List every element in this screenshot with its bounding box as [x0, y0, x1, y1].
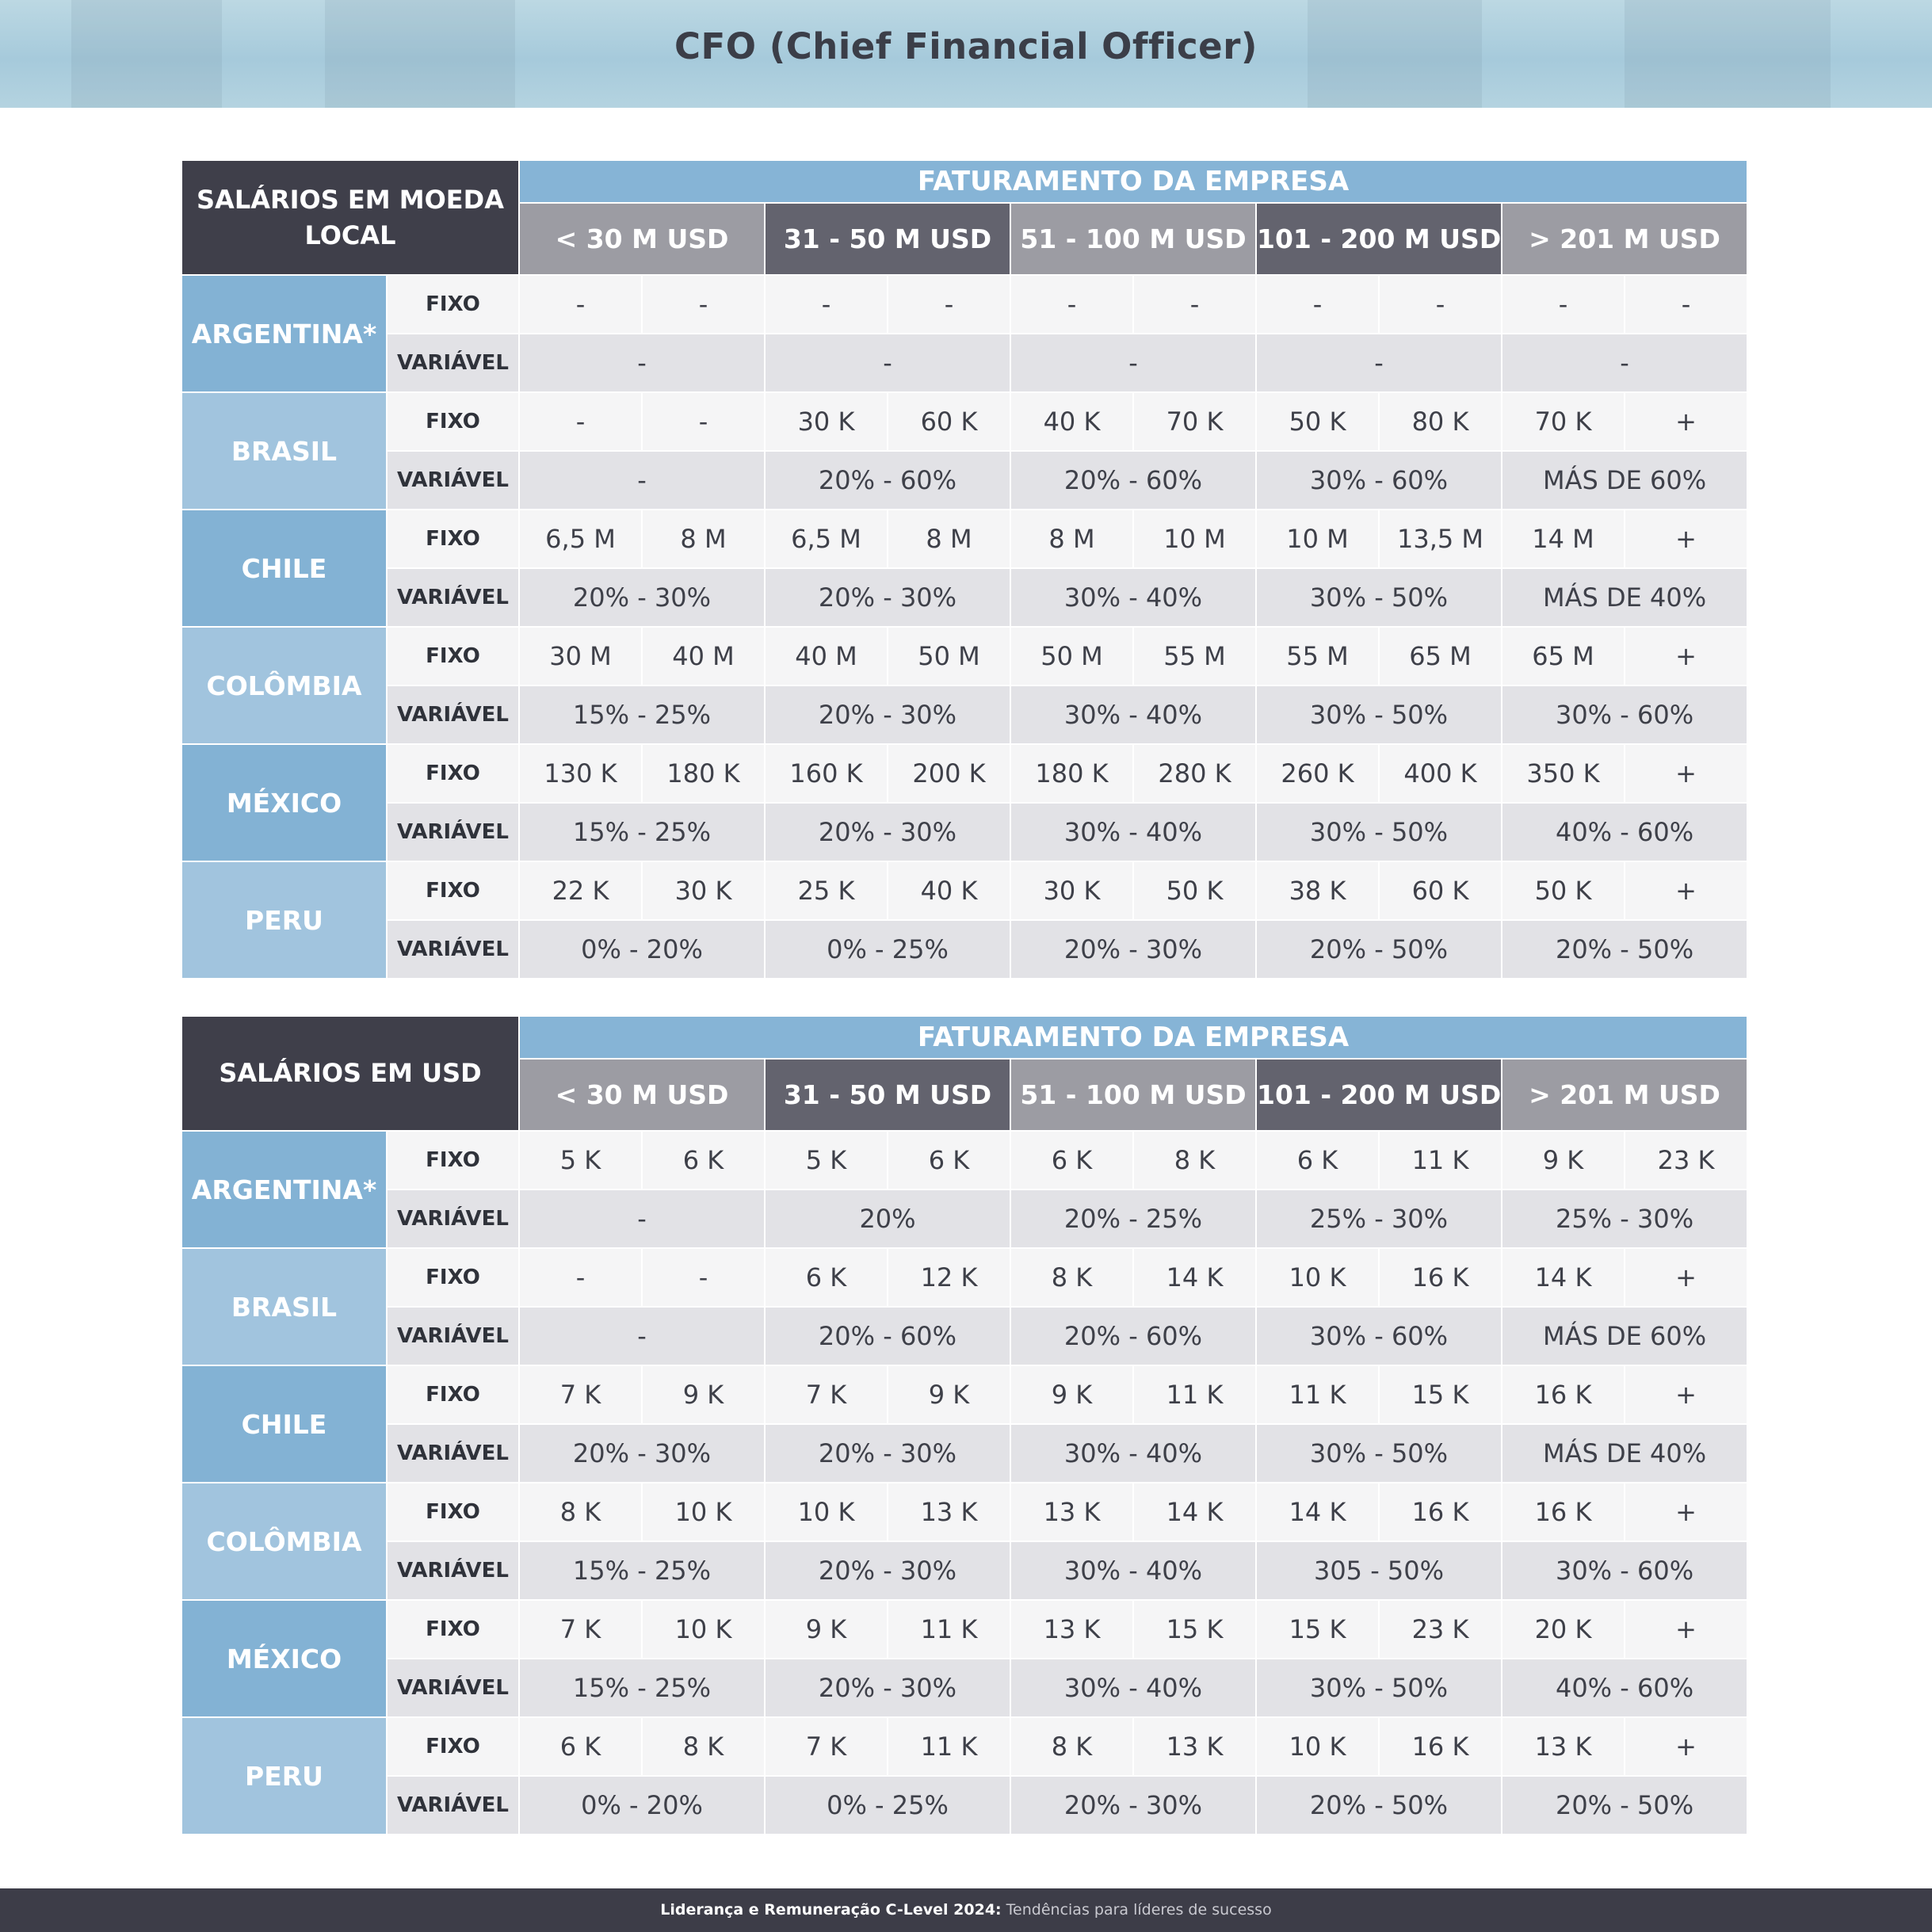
compensation-type-label: VARIÁVEL — [388, 1777, 518, 1834]
compensation-type-label: FIXO — [388, 1249, 518, 1306]
fixed-salary-cell: 350 K — [1502, 745, 1624, 802]
variable-pay-cell: 30% - 50% — [1257, 1425, 1501, 1482]
variable-pay-cell: 30% - 50% — [1257, 804, 1501, 861]
variable-pay-cell: 20% — [766, 1190, 1010, 1247]
fixed-salary-cell: 8 M — [888, 510, 1010, 567]
variable-pay-cell: 25% - 30% — [1502, 1190, 1747, 1247]
table-row — [182, 1777, 1747, 1834]
fixed-salary-cell: 30 K — [643, 862, 764, 919]
variable-pay-cell: 20% - 30% — [1011, 921, 1255, 978]
compensation-type-label: FIXO — [388, 862, 518, 919]
compensation-type-label: VARIÁVEL — [388, 1308, 518, 1365]
country-label: PERU — [182, 1718, 386, 1834]
fixed-salary-cell: 6,5 M — [766, 510, 887, 567]
table-row — [182, 393, 1747, 450]
fixed-salary-cell: 8 K — [1011, 1718, 1132, 1775]
compensation-type-label: FIXO — [388, 1132, 518, 1189]
fixed-salary-cell: 10 K — [1257, 1249, 1378, 1306]
fixed-salary-cell: 6,5 M — [520, 510, 641, 567]
table-row — [182, 804, 1747, 861]
revenue-group-header: FATURAMENTO DA EMPRESA — [520, 1017, 1747, 1058]
fixed-salary-cell: 14 K — [1257, 1483, 1378, 1541]
table-row — [182, 862, 1747, 919]
fixed-salary-cell: 50 K — [1257, 393, 1378, 450]
fixed-salary-cell: + — [1625, 1483, 1747, 1541]
fixed-salary-cell: + — [1625, 745, 1747, 802]
compensation-type-label: VARIÁVEL — [388, 569, 518, 626]
variable-pay-cell: - — [1011, 334, 1255, 391]
variable-pay-cell: 30% - 60% — [1257, 452, 1501, 509]
fixed-salary-cell: 6 K — [1011, 1132, 1132, 1189]
table-row — [182, 510, 1747, 567]
fixed-salary-cell: 7 K — [520, 1601, 641, 1658]
fixed-salary-cell: 16 K — [1380, 1249, 1501, 1306]
fixed-salary-cell: 6 K — [520, 1718, 641, 1775]
fixed-salary-cell: 50 K — [1134, 862, 1255, 919]
table-row — [182, 1659, 1747, 1716]
fixed-salary-cell: 15 K — [1257, 1601, 1378, 1658]
fixed-salary-cell: 260 K — [1257, 745, 1378, 802]
variable-pay-cell: 30% - 40% — [1011, 1659, 1255, 1716]
fixed-salary-cell: 14 M — [1502, 510, 1624, 567]
compensation-type-label: FIXO — [388, 393, 518, 450]
compensation-type-label: VARIÁVEL — [388, 334, 518, 391]
variable-pay-cell: 20% - 30% — [520, 569, 764, 626]
table-row — [182, 1366, 1747, 1423]
variable-pay-cell: - — [1502, 334, 1747, 391]
fixed-salary-cell: 180 K — [643, 745, 764, 802]
variable-pay-cell: 15% - 25% — [520, 804, 764, 861]
fixed-salary-cell: 14 K — [1134, 1483, 1255, 1541]
revenue-group-header: FATURAMENTO DA EMPRESA — [520, 161, 1747, 202]
fixed-salary-cell: 10 K — [1257, 1718, 1378, 1775]
table-row — [182, 1132, 1747, 1189]
revenue-band-header: 31 - 50 M USD — [766, 1060, 1010, 1130]
revenue-band-header: 51 - 100 M USD — [1011, 204, 1255, 274]
fixed-salary-cell: 10 K — [643, 1483, 764, 1541]
variable-pay-cell: 30% - 40% — [1011, 569, 1255, 626]
fixed-salary-cell: 6 K — [643, 1132, 764, 1189]
variable-pay-cell: 0% - 25% — [766, 921, 1010, 978]
fixed-salary-cell: 12 K — [888, 1249, 1010, 1306]
compensation-type-label: VARIÁVEL — [388, 452, 518, 509]
table-row — [182, 628, 1747, 685]
fixed-salary-cell: 40 K — [1011, 393, 1132, 450]
fixed-salary-cell: 16 K — [1502, 1483, 1624, 1541]
fixed-salary-cell: 50 M — [1011, 628, 1132, 685]
fixed-salary-cell: 38 K — [1257, 862, 1378, 919]
revenue-band-header: > 201 M USD — [1502, 204, 1747, 274]
revenue-band-header: < 30 M USD — [520, 1060, 764, 1130]
fixed-salary-cell: - — [643, 1249, 764, 1306]
variable-pay-cell: 25% - 30% — [1257, 1190, 1501, 1247]
fixed-salary-cell: 8 K — [643, 1718, 764, 1775]
variable-pay-cell: - — [520, 1308, 764, 1365]
variable-pay-cell: 30% - 60% — [1502, 1542, 1747, 1599]
fixed-salary-cell: 9 K — [766, 1601, 887, 1658]
country-label: BRASIL — [182, 393, 386, 509]
fixed-salary-cell: - — [520, 393, 641, 450]
fixed-salary-cell: 23 K — [1625, 1132, 1747, 1189]
fixed-salary-cell: 15 K — [1380, 1366, 1501, 1423]
table-row — [182, 1425, 1747, 1482]
fixed-salary-cell: 13 K — [888, 1483, 1010, 1541]
fixed-salary-cell: 13,5 M — [1380, 510, 1501, 567]
table-row — [182, 1718, 1747, 1775]
compensation-type-label: FIXO — [388, 628, 518, 685]
variable-pay-cell: 20% - 30% — [766, 1659, 1010, 1716]
fixed-salary-cell: - — [520, 1249, 641, 1306]
fixed-salary-cell: 40 M — [766, 628, 887, 685]
fixed-salary-cell: 160 K — [766, 745, 887, 802]
table-row — [182, 921, 1747, 978]
fixed-salary-cell: - — [888, 276, 1010, 333]
compensation-type-label: FIXO — [388, 510, 518, 567]
variable-pay-cell: MÁS DE 60% — [1502, 1308, 1747, 1365]
fixed-salary-cell: 50 M — [888, 628, 1010, 685]
country-label: MÉXICO — [182, 745, 386, 861]
variable-pay-cell: MÁS DE 40% — [1502, 1425, 1747, 1482]
fixed-salary-cell: 7 K — [520, 1366, 641, 1423]
fixed-salary-cell: 30 K — [766, 393, 887, 450]
fixed-salary-cell: + — [1625, 1601, 1747, 1658]
variable-pay-cell: MÁS DE 40% — [1502, 569, 1747, 626]
table-row — [182, 334, 1747, 391]
fixed-salary-cell: 22 K — [520, 862, 641, 919]
fixed-salary-cell: 6 K — [766, 1249, 887, 1306]
fixed-salary-cell: 9 K — [888, 1366, 1010, 1423]
page-title: CFO (Chief Financial Officer) — [674, 25, 1258, 67]
variable-pay-cell: 20% - 50% — [1257, 1777, 1501, 1834]
fixed-salary-cell: + — [1625, 393, 1747, 450]
fixed-salary-cell: 11 K — [1134, 1366, 1255, 1423]
fixed-salary-cell: 7 K — [766, 1718, 887, 1775]
table-row — [182, 1249, 1747, 1306]
fixed-salary-cell: 20 K — [1502, 1601, 1624, 1658]
fixed-salary-cell: 80 K — [1380, 393, 1501, 450]
fixed-salary-cell: - — [1134, 276, 1255, 333]
fixed-salary-cell: - — [1257, 276, 1378, 333]
table-header-row — [182, 1017, 1747, 1058]
table-row — [182, 1190, 1747, 1247]
revenue-band-header: 51 - 100 M USD — [1011, 1060, 1255, 1130]
variable-pay-cell: 20% - 30% — [520, 1425, 764, 1482]
fixed-salary-cell: - — [643, 276, 764, 333]
country-label: CHILE — [182, 1366, 386, 1482]
fixed-salary-cell: 16 K — [1380, 1483, 1501, 1541]
table-row — [182, 1601, 1747, 1658]
variable-pay-cell: - — [1257, 334, 1501, 391]
variable-pay-cell: 0% - 20% — [520, 921, 764, 978]
fixed-salary-cell: 9 K — [643, 1366, 764, 1423]
fixed-salary-cell: 50 K — [1502, 862, 1624, 919]
fixed-salary-cell: + — [1625, 862, 1747, 919]
fixed-salary-cell: 14 K — [1134, 1249, 1255, 1306]
fixed-salary-cell: 10 M — [1134, 510, 1255, 567]
fixed-salary-cell: 9 K — [1502, 1132, 1624, 1189]
fixed-salary-cell: + — [1625, 510, 1747, 567]
fixed-salary-cell: 13 K — [1011, 1601, 1132, 1658]
compensation-type-label: FIXO — [388, 1483, 518, 1541]
compensation-type-label: FIXO — [388, 1601, 518, 1658]
fixed-salary-cell: 15 K — [1134, 1601, 1255, 1658]
fixed-salary-cell: 55 M — [1257, 628, 1378, 685]
fixed-salary-cell: 30 M — [520, 628, 641, 685]
country-label: ARGENTINA* — [182, 276, 386, 391]
fixed-salary-cell: 40 K — [888, 862, 1010, 919]
fixed-salary-cell: 400 K — [1380, 745, 1501, 802]
fixed-salary-cell: 7 K — [766, 1366, 887, 1423]
variable-pay-cell: 15% - 25% — [520, 686, 764, 743]
variable-pay-cell: 30% - 50% — [1257, 1659, 1501, 1716]
fixed-salary-cell: 8 M — [643, 510, 764, 567]
variable-pay-cell: 20% - 30% — [766, 686, 1010, 743]
variable-pay-cell: 0% - 25% — [766, 1777, 1010, 1834]
compensation-type-label: VARIÁVEL — [388, 804, 518, 861]
fixed-salary-cell: 6 K — [1257, 1132, 1378, 1189]
fixed-salary-cell: 11 K — [1257, 1366, 1378, 1423]
fixed-salary-cell: 10 K — [766, 1483, 887, 1541]
country-label: CHILE — [182, 510, 386, 626]
country-label: BRASIL — [182, 1249, 386, 1365]
variable-pay-cell: - — [766, 334, 1010, 391]
variable-pay-cell: 20% - 30% — [766, 1425, 1010, 1482]
fixed-salary-cell: 25 K — [766, 862, 887, 919]
fixed-salary-cell: 5 K — [520, 1132, 641, 1189]
revenue-band-header: 31 - 50 M USD — [766, 204, 1010, 274]
fixed-salary-cell: 16 K — [1502, 1366, 1624, 1423]
fixed-salary-cell: 200 K — [888, 745, 1010, 802]
revenue-band-header: 101 - 200 M USD — [1257, 1060, 1501, 1130]
page-footer — [0, 1888, 1932, 1932]
variable-pay-cell: 20% - 50% — [1502, 1777, 1747, 1834]
variable-pay-cell: 20% - 60% — [1011, 452, 1255, 509]
fixed-salary-cell: 8 K — [1134, 1132, 1255, 1189]
country-label: COLÔMBIA — [182, 628, 386, 743]
compensation-type-label: VARIÁVEL — [388, 1659, 518, 1716]
fixed-salary-cell: - — [520, 276, 641, 333]
table-corner-label: SALÁRIOS EM USD — [182, 1017, 518, 1130]
variable-pay-cell: 30% - 40% — [1011, 1542, 1255, 1599]
fixed-salary-cell: 8 M — [1011, 510, 1132, 567]
fixed-salary-cell: 180 K — [1011, 745, 1132, 802]
variable-pay-cell: 30% - 50% — [1257, 686, 1501, 743]
revenue-band-header: 101 - 200 M USD — [1257, 204, 1501, 274]
fixed-salary-cell: 30 K — [1011, 862, 1132, 919]
table-row — [182, 1483, 1747, 1541]
fixed-salary-cell: - — [1380, 276, 1501, 333]
compensation-type-label: VARIÁVEL — [388, 921, 518, 978]
variable-pay-cell: 20% - 60% — [1011, 1308, 1255, 1365]
table-header-row — [182, 161, 1747, 202]
variable-pay-cell: 30% - 40% — [1011, 1425, 1255, 1482]
revenue-band-header: > 201 M USD — [1502, 1060, 1747, 1130]
fixed-salary-cell: 6 K — [888, 1132, 1010, 1189]
variable-pay-cell: 30% - 60% — [1257, 1308, 1501, 1365]
variable-pay-cell: 20% - 50% — [1257, 921, 1501, 978]
compensation-type-label: VARIÁVEL — [388, 1190, 518, 1247]
variable-pay-cell: 20% - 60% — [766, 452, 1010, 509]
fixed-salary-cell: 280 K — [1134, 745, 1255, 802]
fixed-salary-cell: 65 M — [1502, 628, 1624, 685]
variable-pay-cell: 20% - 30% — [766, 569, 1010, 626]
table-row — [182, 745, 1747, 802]
variable-pay-cell: 305 - 50% — [1257, 1542, 1501, 1599]
fixed-salary-cell: 40 M — [643, 628, 764, 685]
variable-pay-cell: - — [520, 334, 764, 391]
fixed-salary-cell: - — [766, 276, 887, 333]
variable-pay-cell: 20% - 50% — [1502, 921, 1747, 978]
fixed-salary-cell: 11 K — [888, 1601, 1010, 1658]
variable-pay-cell: 15% - 25% — [520, 1542, 764, 1599]
variable-pay-cell: 30% - 60% — [1502, 686, 1747, 743]
table-corner-label: SALÁRIOS EM MOEDA LOCAL — [182, 161, 518, 274]
variable-pay-cell: 40% - 60% — [1502, 1659, 1747, 1716]
table-row — [182, 686, 1747, 743]
compensation-type-label: VARIÁVEL — [388, 686, 518, 743]
revenue-band-header: < 30 M USD — [520, 204, 764, 274]
table-row — [182, 1542, 1747, 1599]
fixed-salary-cell: - — [1625, 276, 1747, 333]
fixed-salary-cell: - — [643, 393, 764, 450]
salary-table-local-currency — [181, 159, 1748, 979]
fixed-salary-cell: 70 K — [1502, 393, 1624, 450]
fixed-salary-cell: 70 K — [1134, 393, 1255, 450]
fixed-salary-cell: 10 M — [1257, 510, 1378, 567]
fixed-salary-cell: 8 K — [1011, 1249, 1132, 1306]
fixed-salary-cell: - — [1502, 276, 1624, 333]
fixed-salary-cell: 13 K — [1502, 1718, 1624, 1775]
fixed-salary-cell: 130 K — [520, 745, 641, 802]
fixed-salary-cell: + — [1625, 1718, 1747, 1775]
variable-pay-cell: 30% - 40% — [1011, 804, 1255, 861]
fixed-salary-cell: 11 K — [888, 1718, 1010, 1775]
variable-pay-cell: 0% - 20% — [520, 1777, 764, 1834]
fixed-salary-cell: 23 K — [1380, 1601, 1501, 1658]
variable-pay-cell: MÁS DE 60% — [1502, 452, 1747, 509]
fixed-salary-cell: 10 K — [643, 1601, 764, 1658]
fixed-salary-cell: 8 K — [520, 1483, 641, 1541]
compensation-type-label: VARIÁVEL — [388, 1425, 518, 1482]
compensation-type-label: FIXO — [388, 1366, 518, 1423]
variable-pay-cell: 30% - 40% — [1011, 686, 1255, 743]
variable-pay-cell: 20% - 25% — [1011, 1190, 1255, 1247]
table-row — [182, 1308, 1747, 1365]
variable-pay-cell: 20% - 30% — [1011, 1777, 1255, 1834]
fixed-salary-cell: 5 K — [766, 1132, 887, 1189]
fixed-salary-cell: + — [1625, 1249, 1747, 1306]
country-label: ARGENTINA* — [182, 1132, 386, 1247]
fixed-salary-cell: 16 K — [1380, 1718, 1501, 1775]
table-row — [182, 452, 1747, 509]
variable-pay-cell: 40% - 60% — [1502, 804, 1747, 861]
fixed-salary-cell: 60 K — [888, 393, 1010, 450]
variable-pay-cell: 20% - 30% — [766, 804, 1010, 861]
variable-pay-cell: - — [520, 452, 764, 509]
fixed-salary-cell: 14 K — [1502, 1249, 1624, 1306]
fixed-salary-cell: 11 K — [1380, 1132, 1501, 1189]
table-row — [182, 276, 1747, 333]
variable-pay-cell: 15% - 25% — [520, 1659, 764, 1716]
fixed-salary-cell: 65 M — [1380, 628, 1501, 685]
fixed-salary-cell: 9 K — [1011, 1366, 1132, 1423]
fixed-salary-cell: 60 K — [1380, 862, 1501, 919]
page-header-banner — [0, 0, 1932, 108]
compensation-type-label: FIXO — [388, 745, 518, 802]
compensation-type-label: FIXO — [388, 276, 518, 333]
country-label: COLÔMBIA — [182, 1483, 386, 1599]
fixed-salary-cell: - — [1011, 276, 1132, 333]
fixed-salary-cell: + — [1625, 1366, 1747, 1423]
variable-pay-cell: - — [520, 1190, 764, 1247]
compensation-type-label: VARIÁVEL — [388, 1542, 518, 1599]
variable-pay-cell: 20% - 30% — [766, 1542, 1010, 1599]
fixed-salary-cell: 13 K — [1011, 1483, 1132, 1541]
footer-report-subtitle: Tendências para líderes de sucesso — [1001, 1901, 1272, 1919]
fixed-salary-cell: + — [1625, 628, 1747, 685]
table-row — [182, 569, 1747, 626]
variable-pay-cell: 20% - 60% — [766, 1308, 1010, 1365]
footer-report-title: Liderança e Remuneração C-Level 2024: — [660, 1901, 1002, 1919]
variable-pay-cell: 30% - 50% — [1257, 569, 1501, 626]
fixed-salary-cell: 55 M — [1134, 628, 1255, 685]
fixed-salary-cell: 13 K — [1134, 1718, 1255, 1775]
salary-table-usd — [181, 1015, 1748, 1835]
country-label: PERU — [182, 862, 386, 978]
country-label: MÉXICO — [182, 1601, 386, 1716]
compensation-type-label: FIXO — [388, 1718, 518, 1775]
